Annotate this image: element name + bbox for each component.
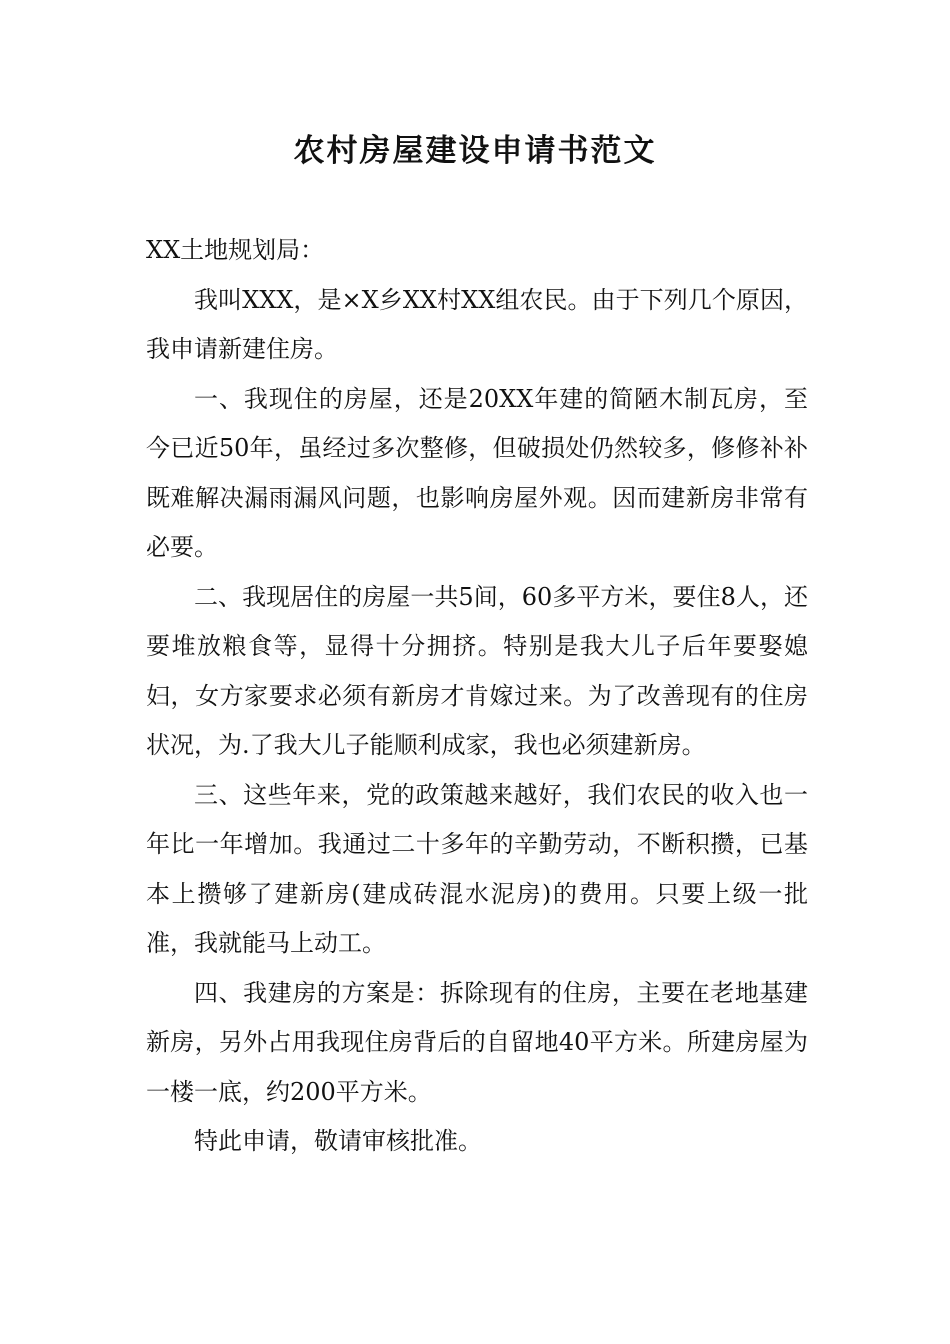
document-body [146,226,808,1167]
paragraph-reason-2: 二、我现居住的房屋一共5间，60多平方米，要住8人，还要堆放粮食等，显得十分拥挤。特别是我大儿子后年要娶媳妇，女方家要求必须有新房才肯嫁过来。为了改善现有的住房状况，为.了我大儿子能顺利成家，我也必须建新房。 [146,582,808,759]
paragraph-closing: 特此申请，敬请审核批准。 [194,1127,482,1155]
document-title: 农村房屋建设申请书范文 [293,133,657,169]
paragraph-reason-3: 三、这些年来，党的政策越来越好，我们农民的收入也一年比一年增加。我通过二十多年的辛勤劳动，不断积攒，已基本上攒够了建新房(建成砖混水泥房)的费用。只要上级一批准，我就能马上动工。 [146,780,808,957]
paragraph-intro: 我叫XXX，是×X乡XX村XX组农民。由于下列几个原因，我申请新建住房。 [146,285,808,363]
paragraph-reason-1: 一、我现住的房屋，还是20XX年建的简陋木制瓦房，至今已近50年，虽经过多次整修，但破损处仍然较多，修修补补既难解决漏雨漏风问题，也影响房屋外观。因而建新房非常有必要。 [146,384,808,561]
salutation: XX土地规划局： [146,236,325,264]
paragraph-reason-4: 四、我建房的方案是：拆除现有的住房，主要在老地基建新房，另外占用我现住房背后的自留地40平方米。所建房屋为一楼一底，约200平方米。 [146,978,808,1106]
